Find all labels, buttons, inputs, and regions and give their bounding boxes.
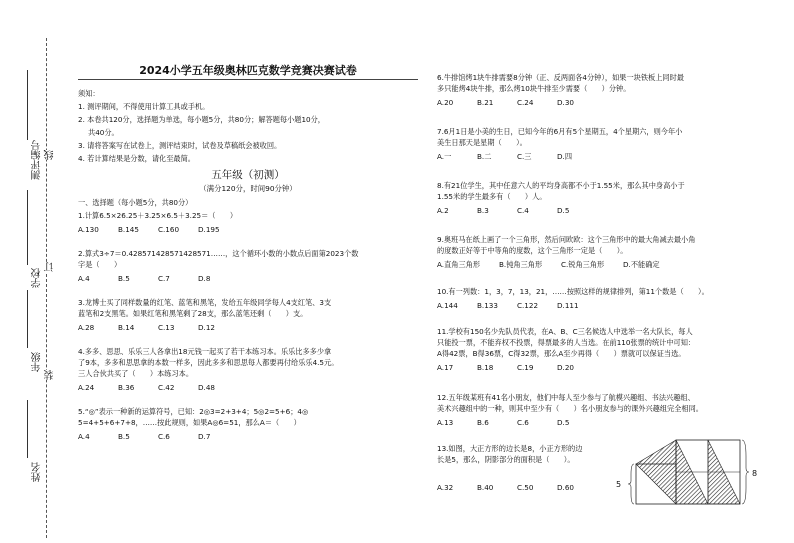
question-text: 1.计算6.5×26.25＋3.25×6.5＋3.25＝（ ） xyxy=(78,211,238,220)
option[interactable]: A.28 xyxy=(78,323,95,332)
question-5 xyxy=(78,406,418,442)
option[interactable]: D.不能确定 xyxy=(623,260,660,269)
options xyxy=(437,151,757,162)
option[interactable]: C.三 xyxy=(517,152,532,161)
exam-title: 2024小学五年级奥林匹克数学竞赛决赛试卷 xyxy=(139,64,357,77)
option[interactable]: B.5 xyxy=(118,432,130,441)
question-text: 5=4+5+6+7+8，……按此规则，如果A◎6=51，那么A＝（ ） xyxy=(78,418,301,427)
options xyxy=(437,97,757,108)
option[interactable]: C.122 xyxy=(517,301,539,310)
options xyxy=(78,273,418,284)
option[interactable]: C.50 xyxy=(517,483,534,492)
title-rule xyxy=(78,79,418,80)
question-6 xyxy=(437,72,757,108)
option[interactable]: C.锐角三角形 xyxy=(561,260,605,269)
question-text: 美术兴趣组中的一种，则其中至少有（ ）名小朋友参与的课外兴趣组完全相同。 xyxy=(437,404,703,413)
option[interactable]: D.5 xyxy=(557,206,570,215)
question-text: 11.学校有150名少先队员代表，在A、B、C三名候选人中选举一名大队长，每人 xyxy=(437,327,693,336)
line-char: 线 xyxy=(45,150,56,160)
option[interactable]: A.144 xyxy=(437,301,458,310)
question-text: 蓝笔和2支黑笔。如果红笔和黑笔剩了28支，那么蓝笔还剩（ ）支。 xyxy=(78,309,308,318)
question-text: 10.有一列数：1，3，7，13，21，……按照这样的规律排列，第11个数是（ ）。 xyxy=(437,287,709,296)
grade-label: 年级 xyxy=(32,352,43,372)
question-text: 美生日那天是星期（ ）。 xyxy=(437,138,527,147)
question-2 xyxy=(78,248,418,284)
question-text: 3.龙博士买了同样数量的红笔、蓝笔和黑笔，发给五年级同学每人4支红笔、3支 xyxy=(78,298,332,307)
option[interactable]: D.四 xyxy=(557,152,573,161)
option[interactable]: C.7 xyxy=(158,274,170,283)
option[interactable]: C.24 xyxy=(517,98,534,107)
options xyxy=(78,322,418,333)
name-underline xyxy=(27,400,28,458)
options xyxy=(437,417,757,428)
binding-dash-line xyxy=(46,38,47,538)
question-text: 1.55米的学生最多有（ ）人。 xyxy=(437,192,547,201)
big-side-label: 8 xyxy=(752,469,758,478)
question-text: 2.算式3÷7＝0.428571428571428571……，这个循环小数的小数点后面第2023个数 xyxy=(78,249,359,258)
question-text: 的度数正好等于中等角的度数，这个三角形一定是（ ）。 xyxy=(437,246,628,255)
options xyxy=(437,362,757,373)
option[interactable]: D.111 xyxy=(557,301,579,310)
note-item: 共40分。 xyxy=(88,128,119,137)
left-column xyxy=(78,60,418,442)
grade-title: 五年级（初测） xyxy=(211,169,285,181)
question-text: 13.如图，大正方形的边长是8，小正方形的边 xyxy=(437,444,583,453)
square-figure xyxy=(622,438,752,510)
question-text: 字是（ ） xyxy=(78,260,122,269)
option[interactable]: D.5 xyxy=(557,418,570,427)
options xyxy=(78,382,418,393)
option[interactable]: D.8 xyxy=(198,274,211,283)
option[interactable]: B.21 xyxy=(477,98,494,107)
question-7 xyxy=(437,126,757,162)
order-char: 订 xyxy=(45,262,56,272)
score-time-subtitle: （满分120分，时间90分钟） xyxy=(199,184,297,193)
shaded-region xyxy=(636,440,676,504)
question-10 xyxy=(437,286,757,311)
note-item: 4. 若计算结果是分数，请化至最简。 xyxy=(78,154,195,163)
option[interactable]: A.4 xyxy=(78,274,90,283)
option[interactable]: B.36 xyxy=(118,383,135,392)
school-label: 学校 xyxy=(32,268,43,288)
option[interactable]: B.40 xyxy=(477,483,494,492)
option[interactable]: C.42 xyxy=(158,383,175,392)
option[interactable]: C.6 xyxy=(158,432,170,441)
option[interactable]: C.160 xyxy=(158,225,180,234)
small-side-label: 5 xyxy=(616,480,622,489)
bind-char: 装 xyxy=(45,370,56,380)
option[interactable]: D.195 xyxy=(198,225,220,234)
question-text: 7.6月1日是小美的生日，已知今年的6月有5个星期五，4个星期六，则今年小 xyxy=(437,127,683,136)
question-text: 8.有21位学生，其中任意六人的平均身高都不小于1.55米，那么其中身高小于 xyxy=(437,181,685,190)
option[interactable]: A.32 xyxy=(437,483,454,492)
note-item: 2. 本卷共120分，选择题为单选，每小题5分，共80分；解答题每小题10分， xyxy=(78,115,325,124)
option[interactable]: A.17 xyxy=(437,363,454,372)
option[interactable]: B.14 xyxy=(118,323,135,332)
option[interactable]: B.145 xyxy=(118,225,139,234)
option[interactable]: A.一 xyxy=(437,152,452,161)
grade-underline xyxy=(27,290,28,348)
question-text: 长是5，那么，阴影部分的面积是（ ）。 xyxy=(437,455,575,464)
option[interactable]: B.二 xyxy=(477,152,492,161)
option[interactable]: B.3 xyxy=(477,206,489,215)
option[interactable]: A.20 xyxy=(437,98,454,107)
question-12 xyxy=(437,392,757,428)
option[interactable]: C.19 xyxy=(517,363,534,372)
question-9 xyxy=(437,234,757,270)
brace-left xyxy=(628,464,634,504)
option[interactable]: D.7 xyxy=(198,432,211,441)
option[interactable]: C.4 xyxy=(517,206,529,215)
options xyxy=(78,224,418,235)
question-3 xyxy=(78,297,418,333)
option[interactable]: A.130 xyxy=(78,225,99,234)
id-underline xyxy=(27,70,28,140)
option[interactable]: A.13 xyxy=(437,418,454,427)
question-8 xyxy=(437,180,757,216)
option[interactable]: C.13 xyxy=(158,323,175,332)
brace-right xyxy=(742,440,749,504)
question-text: 6.牛排馆烤1块牛排需要8分钟（正、反两面各4分钟），如果一块铁板上同时最 xyxy=(437,73,684,82)
option[interactable]: B.18 xyxy=(477,363,494,372)
option[interactable]: D.20 xyxy=(557,363,574,372)
question-4 xyxy=(78,346,418,393)
question-text: 5.“◎”表示一种新的运算符号，已知：2◎3=2+3+4；5◎2=5+6；4◎ xyxy=(78,407,309,416)
option[interactable]: B.钝角三角形 xyxy=(499,260,543,269)
question-text: 9.奥班马在纸上画了一个三角形，然后问欧欧：这个三角形中的最大角减去最小角 xyxy=(437,235,696,244)
id-label: 测评编号 xyxy=(32,140,43,180)
option[interactable]: A.4 xyxy=(78,432,90,441)
question-text: 4.多多、思思、乐乐三人各拿出18元钱一起买了若干本练习本。乐乐比多多少拿 xyxy=(78,347,332,356)
note-item: 1. 测评期间，不得使用计算工具或手机。 xyxy=(78,102,210,111)
notes xyxy=(78,88,418,164)
options xyxy=(437,259,757,270)
question-1 xyxy=(78,210,418,235)
name-label: 姓名 xyxy=(32,462,43,482)
option[interactable]: D.12 xyxy=(198,323,215,332)
note-item: 3. 请将答案写在试卷上，测评结束时，试卷及草稿纸会被收回。 xyxy=(78,141,282,150)
part-heading: 一、选择题（每小题5分，共80分） xyxy=(78,198,193,207)
options xyxy=(437,300,757,311)
option[interactable]: D.30 xyxy=(557,98,574,107)
question-text: A得42票，B得36票，C得32票，那么A至少再得（ ）票就可以保证当选。 xyxy=(437,349,686,358)
question-text: 12.五年级某班有41名小朋友，他们中每人至少参与了航模兴趣组、书法兴趣组、 xyxy=(437,393,695,402)
option[interactable]: B.133 xyxy=(477,301,498,310)
option[interactable]: B.6 xyxy=(477,418,489,427)
question-text: 三人合伙共买了（ ）本练习本。 xyxy=(78,369,194,378)
school-underline xyxy=(27,190,28,265)
question-text: 只能投一票，不能弃权不投票，得票最多的人当选。在前110张票的统计中可知： xyxy=(437,338,696,347)
question-text: 多只能烤4块牛排，那么烤10块牛排至少需要（ ）分钟。 xyxy=(437,84,631,93)
question-11 xyxy=(437,326,757,373)
option[interactable]: A.2 xyxy=(437,206,449,215)
option[interactable]: C.6 xyxy=(517,418,529,427)
option[interactable]: D.60 xyxy=(557,483,574,492)
options xyxy=(78,431,418,442)
question-text: 了9本，多多和思思拿的本数一样多，因此多多和思思每人都要再付给乐乐4.5元。 xyxy=(78,358,339,367)
option[interactable]: A.直角三角形 xyxy=(437,260,481,269)
notes-heading: 须知： xyxy=(78,89,100,98)
option[interactable]: B.5 xyxy=(118,274,130,283)
options xyxy=(437,205,757,216)
option[interactable]: D.48 xyxy=(198,383,215,392)
option[interactable]: A.24 xyxy=(78,383,95,392)
